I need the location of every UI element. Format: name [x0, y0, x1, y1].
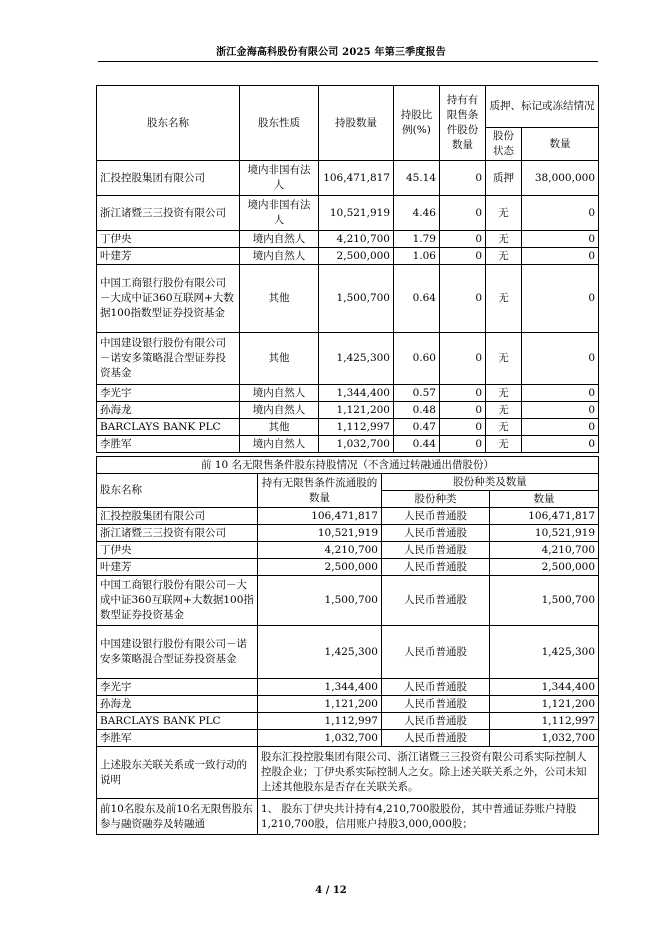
table-row [97, 713, 599, 730]
top10-unrestricted-table [96, 456, 599, 835]
cell-shares: 106,471,817 [319, 161, 394, 196]
cell-type: 人民币普通股 [382, 730, 490, 747]
cell-status: 无 [486, 231, 522, 248]
cell-name: 中国建设银行股份有限公司－诺安多策略混合型证券投资基金 [97, 626, 258, 679]
cell-name: 丁伊央 [97, 542, 258, 559]
cell-status: 质押 [486, 161, 522, 196]
cell-type: 人民币普通股 [382, 542, 490, 559]
cell-qty: 1,112,997 [490, 713, 599, 730]
cell-qty: 0 [522, 231, 599, 248]
cell-name: 李胜军 [97, 436, 240, 453]
cell-shares: 1,112,997 [319, 419, 394, 436]
cell-nature: 境内自然人 [240, 385, 319, 402]
cell-type: 人民币普通股 [382, 576, 490, 626]
header-shareholder-name: 股东名称 [97, 474, 258, 508]
cell-restricted: 0 [440, 436, 486, 453]
cell-qty: 1,344,400 [490, 679, 599, 696]
cell-ratio: 0.47 [394, 419, 440, 436]
cell-ratio: 0.64 [394, 265, 440, 333]
cell-name: 丁伊央 [97, 231, 240, 248]
cell-nature: 境内非国有法人 [240, 196, 319, 231]
table-row [97, 559, 599, 576]
cell-status: 无 [486, 196, 522, 231]
cell-ratio: 1.06 [394, 248, 440, 265]
table-row [97, 576, 599, 626]
cell-qty: 0 [522, 248, 599, 265]
table-row [97, 626, 599, 679]
cell-shares: 1,344,400 [319, 385, 394, 402]
cell-name: 李光宇 [97, 679, 258, 696]
note-row [97, 747, 599, 799]
header-shares: 持股数量 [319, 86, 394, 161]
cell-qty: 0 [522, 265, 599, 333]
table-row [97, 679, 599, 696]
table-header-row [97, 474, 599, 491]
cell-unrestricted: 1,425,300 [258, 626, 382, 679]
table-row [97, 402, 599, 419]
cell-name: 孙海龙 [97, 696, 258, 713]
cell-nature: 其他 [240, 265, 319, 333]
table-row [97, 730, 599, 747]
cell-name: 叶建芳 [97, 248, 240, 265]
cell-restricted: 0 [440, 419, 486, 436]
cell-nature: 境内自然人 [240, 402, 319, 419]
header-pledge-status: 股份状态 [486, 128, 522, 161]
cell-qty: 2,500,000 [490, 559, 599, 576]
note-text-related-parties: 股东汇投控股集团有限公司、浙江诸暨三三投资有限公司系实际控制人控股企业；丁伊央系实际控制人之女。除上述关联关系之外，公司未知上述其他股东是否存在关联关系。 [258, 747, 599, 799]
top10-shareholders-table [96, 85, 599, 453]
cell-name: 浙江诸暨三三投资有限公司 [97, 525, 258, 542]
cell-qty: 0 [522, 402, 599, 419]
cell-nature: 其他 [240, 333, 319, 385]
table-row [97, 696, 599, 713]
cell-qty: 0 [522, 436, 599, 453]
table-row [97, 508, 599, 525]
cell-type: 人民币普通股 [382, 713, 490, 730]
cell-name: 李胜军 [97, 730, 258, 747]
header-class-type: 股份种类 [382, 491, 490, 508]
cell-name: BARCLAYS BANK PLC [97, 713, 258, 730]
header-class-qty: 数量 [490, 491, 599, 508]
table-row [97, 542, 599, 559]
table-row [97, 265, 599, 333]
cell-qty: 38,000,000 [522, 161, 599, 196]
cell-name: 汇投控股集团有限公司 [97, 508, 258, 525]
cell-ratio: 1.79 [394, 231, 440, 248]
cell-unrestricted: 1,112,997 [258, 713, 382, 730]
table-row [97, 525, 599, 542]
section-title-row [97, 457, 599, 474]
cell-unrestricted: 4,210,700 [258, 542, 382, 559]
cell-unrestricted: 1,121,200 [258, 696, 382, 713]
cell-name: 中国建设银行股份有限公司－诺安多策略混合型证券投资基金 [97, 333, 240, 385]
cell-nature: 境内自然人 [240, 231, 319, 248]
cell-qty: 106,471,817 [490, 508, 599, 525]
cell-name: BARCLAYS BANK PLC [97, 419, 240, 436]
header-divider [98, 61, 598, 62]
cell-name: 孙海龙 [97, 402, 240, 419]
table-row [97, 385, 599, 402]
cell-unrestricted: 1,500,700 [258, 576, 382, 626]
cell-type: 人民币普通股 [382, 525, 490, 542]
cell-nature: 境内非国有法人 [240, 161, 319, 196]
cell-status: 无 [486, 419, 522, 436]
table-row [97, 436, 599, 453]
cell-ratio: 0.44 [394, 436, 440, 453]
table-row [97, 196, 599, 231]
cell-name: 叶建芳 [97, 559, 258, 576]
cell-shares: 1,500,700 [319, 265, 394, 333]
page-number: 4 / 12 [315, 885, 347, 896]
header-class-group: 股份种类及数量 [382, 474, 599, 491]
cell-shares: 1,425,300 [319, 333, 394, 385]
table-row [97, 419, 599, 436]
cell-status: 无 [486, 248, 522, 265]
cell-type: 人民币普通股 [382, 508, 490, 525]
cell-restricted: 0 [440, 231, 486, 248]
table-row [97, 161, 599, 196]
cell-type: 人民币普通股 [382, 679, 490, 696]
cell-name: 浙江诸暨三三投资有限公司 [97, 196, 240, 231]
cell-type: 人民币普通股 [382, 626, 490, 679]
note-row [97, 799, 599, 835]
note-label-related-parties: 上述股东关联关系或一致行动的说明 [97, 747, 258, 799]
cell-name: 汇投控股集团有限公司 [97, 161, 240, 196]
cell-ratio: 45.14 [394, 161, 440, 196]
cell-unrestricted: 1,344,400 [258, 679, 382, 696]
table-header-row [97, 86, 599, 128]
cell-qty: 0 [522, 333, 599, 385]
cell-qty: 1,121,200 [490, 696, 599, 713]
table-row [97, 333, 599, 385]
cell-qty: 1,425,300 [490, 626, 599, 679]
cell-shares: 4,210,700 [319, 231, 394, 248]
cell-unrestricted: 1,032,700 [258, 730, 382, 747]
cell-nature: 境内自然人 [240, 436, 319, 453]
cell-shares: 1,032,700 [319, 436, 394, 453]
cell-restricted: 0 [440, 333, 486, 385]
cell-qty: 1,032,700 [490, 730, 599, 747]
section-title: 前 10 名无限售条件股东持股情况（不含通过转融通出借股份） [97, 457, 599, 474]
cell-type: 人民币普通股 [382, 559, 490, 576]
cell-status: 无 [486, 385, 522, 402]
table-row [97, 231, 599, 248]
cell-qty: 4,210,700 [490, 542, 599, 559]
cell-qty: 0 [522, 385, 599, 402]
cell-name: 李光宇 [97, 385, 240, 402]
header-shareholder-nature: 股东性质 [240, 86, 319, 161]
cell-status: 无 [486, 333, 522, 385]
header-shareholder-name: 股东名称 [97, 86, 240, 161]
report-header-title: 浙江金海高科股份有限公司 2025 年第三季度报告 [216, 47, 446, 58]
cell-shares: 2,500,000 [319, 248, 394, 265]
cell-ratio: 0.60 [394, 333, 440, 385]
cell-qty: 1,500,700 [490, 576, 599, 626]
header-restricted-shares: 持有有限售条件股份数量 [440, 86, 486, 161]
cell-restricted: 0 [440, 248, 486, 265]
cell-nature: 境内自然人 [240, 248, 319, 265]
cell-qty: 0 [522, 419, 599, 436]
cell-restricted: 0 [440, 161, 486, 196]
note-label-margin-financing: 前10名股东及前10名无限售股东参与融资融券及转融通 [97, 799, 258, 835]
cell-name: 中国工商银行股份有限公司－大成中证360互联网+大数据100指数型证券投资基金 [97, 265, 240, 333]
cell-restricted: 0 [440, 402, 486, 419]
cell-restricted: 0 [440, 385, 486, 402]
cell-ratio: 0.57 [394, 385, 440, 402]
cell-status: 无 [486, 265, 522, 333]
header-pledge-group: 质押、标记或冻结情况 [486, 86, 599, 128]
cell-unrestricted: 10,521,919 [258, 525, 382, 542]
cell-shares: 1,121,200 [319, 402, 394, 419]
cell-ratio: 0.48 [394, 402, 440, 419]
cell-restricted: 0 [440, 265, 486, 333]
cell-restricted: 0 [440, 196, 486, 231]
header-pledge-qty: 数量 [522, 128, 599, 161]
cell-unrestricted: 106,471,817 [258, 508, 382, 525]
cell-nature: 其他 [240, 419, 319, 436]
cell-unrestricted: 2,500,000 [258, 559, 382, 576]
cell-type: 人民币普通股 [382, 696, 490, 713]
table-row [97, 248, 599, 265]
cell-status: 无 [486, 402, 522, 419]
cell-name: 中国工商银行股份有限公司－大成中证360互联网+大数据100指数型证券投资基金 [97, 576, 258, 626]
cell-ratio: 4.46 [394, 196, 440, 231]
cell-status: 无 [486, 436, 522, 453]
header-unrestricted-shares: 持有无限售条件流通股的数量 [258, 474, 382, 508]
cell-shares: 10,521,919 [319, 196, 394, 231]
note-text-margin-financing: 1、 股东丁伊央共计持有4,210,700股股份，其中普通证券账户持股1,210,700股，信用账户持股3,000,000股； [258, 799, 599, 835]
cell-qty: 10,521,919 [490, 525, 599, 542]
cell-qty: 0 [522, 196, 599, 231]
header-ratio: 持股比例(%) [394, 86, 440, 161]
